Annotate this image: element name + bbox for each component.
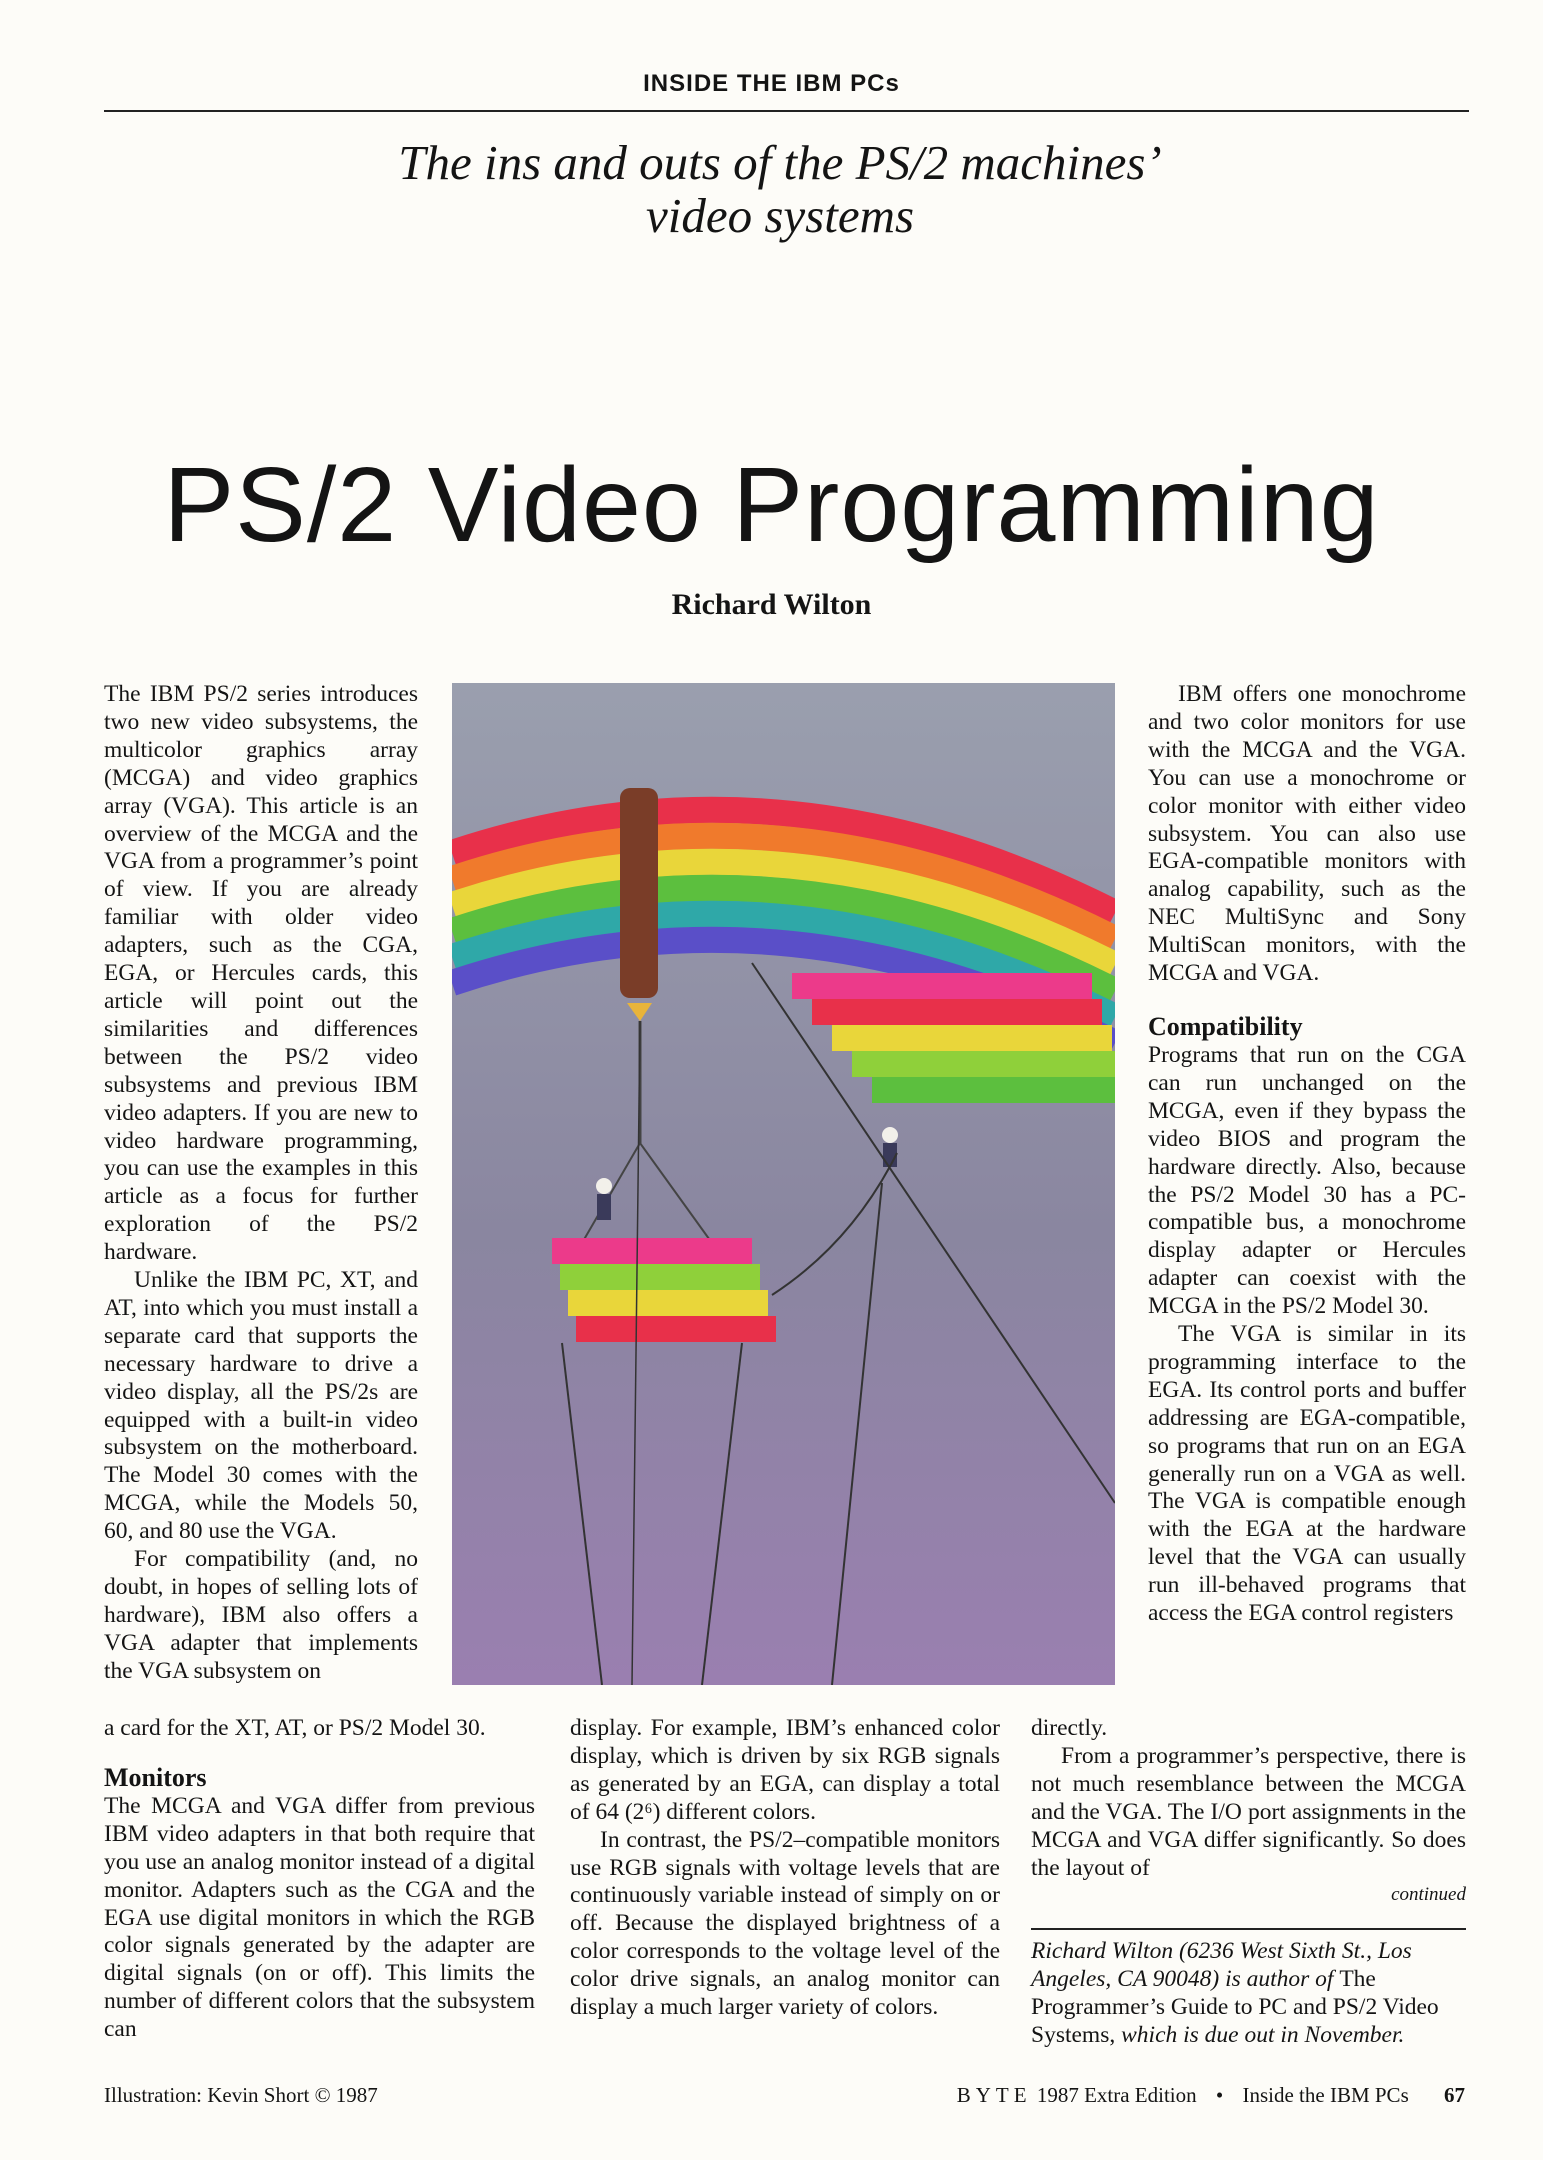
page-footer bbox=[957, 2083, 1465, 2108]
worker-figure bbox=[882, 1127, 898, 1143]
compatibility-heading: Compatibility bbox=[1148, 1011, 1303, 1041]
paragraph-analog-monitors: In contrast, the PS/2–compatible monitors use RGB signals with voltage levels that are continuously variable instead of simply on or off. Because the displayed brightness of a color corresponds to the voltage level of the color drive signals, an analog monitor can display a much larger variety of colors. bbox=[570, 1826, 1000, 2021]
bio-text-2: which is due out in November. bbox=[1115, 2022, 1405, 2048]
paragraph-unlike-ibm-pc: Unlike the IBM PC, XT, and AT, into which you must install a separate card that supports the necessary hardware to drive a video display, all the PS/2s are equipped with a built-in video subsystem on the motherboard. The Model 30 comes with the MCGA, while the Models 50, 60, and 80 use the VGA. bbox=[104, 1267, 418, 1545]
illustration-credit: Illustration: Kevin Short © 1987 bbox=[104, 2083, 378, 2107]
bio-text-1: Richard Wilton (6236 West Sixth St., Los Angeles, CA 90048) is author of bbox=[1031, 1938, 1412, 1992]
subtitle-line-2: video systems bbox=[645, 188, 915, 243]
hanging-block bbox=[552, 1238, 776, 1342]
paragraph-compatibility-offer: For compatibility (and, no doubt, in hopes of selling lots of hardware), IBM also offers a VGA adapter that implements the VGA subsystem on bbox=[104, 1546, 418, 1684]
paragraph-vga-similar-end: directly. bbox=[1031, 1715, 1108, 1741]
author-bio bbox=[1031, 1937, 1466, 2049]
column-3-bottom bbox=[1031, 1715, 1466, 1908]
header-rule bbox=[104, 110, 1469, 112]
column-2 bbox=[570, 1715, 1000, 2022]
article-subtitle bbox=[380, 136, 1180, 242]
section-label: Inside the IBM PCs bbox=[1242, 2083, 1409, 2107]
subtitle-line-1: The ins and outs of the PS/2 machines’ bbox=[398, 135, 1162, 190]
edition-label: 1987 Extra Edition bbox=[1036, 2083, 1197, 2107]
column-1-top bbox=[104, 681, 418, 1686]
page-number: 67 bbox=[1444, 2083, 1465, 2107]
paragraph-vga-similar: The VGA is similar in its programming interface to the EGA. Its control ports and buffer addressing are EGA-compatible, so programs that run on an EGA generally run on a VGA as well. The VGA is compatible enough with the EGA at the hardware level that the VGA can usually run ill-behaved programs that access the EGA control registers bbox=[1148, 1321, 1466, 1627]
monitors-heading: Monitors bbox=[104, 1762, 207, 1792]
bio-rule bbox=[1031, 1928, 1466, 1930]
rainbow-illustration bbox=[452, 683, 1115, 1685]
worker-figure bbox=[596, 1178, 612, 1194]
author-byline: Richard Wilton bbox=[671, 588, 872, 621]
section-kicker: INSIDE THE IBM PCs bbox=[643, 70, 900, 97]
column-1-bottom bbox=[104, 1715, 535, 2044]
intro-paragraph: The IBM PS/2 series introduces two new video subsystems, the multicolor graphics array (MCGA) and video graphics array (VGA). This article is an overview of the MCGA and the VGA from a programmer’s point of view. If you are already familiar with older video adapters, such as the CGA, EGA, or Hercules cards, this article will point out the similarities and differences between the PS/2 video subsystems and previous IBM video adapters. If you are new to video hardware programming, you can use the examples in this article as a focus for further exploration of the PS/2 hardware. bbox=[104, 681, 418, 1266]
paragraph-compatibility-offer-end: a card for the XT, AT, or PS/2 Model 30. bbox=[104, 1715, 486, 1741]
article-title: PS/2 Video Programming bbox=[163, 446, 1380, 564]
monitors-paragraph: The MCGA and VGA differ from previous IBM video adapters in that both require that you use an analog monitor instead of a digital monitor. Adapters such as the CGA and the EGA use digital monitors in which the RGB color signals generated by the adapter are digital signals (on or off). This limits the number of different colors that the subsystem can bbox=[104, 1792, 535, 2043]
paragraph-ibm-monitors: IBM offers one monochrome and two color monitors for use with the MCGA and the VGA. You can use a monochrome or color monitor with either video subsystem. You can also use EGA-compatible monitors with analog capability, such as the NEC MultiSync and Sony MultiScan monitors, with the MCGA and VGA. bbox=[1148, 681, 1466, 987]
paragraph-display-example: display. For example, IBM’s enhanced color display, which is driven by six RGB signals as generated by an EGA, can display a total of 64 (2⁶) different colors. bbox=[570, 1715, 1000, 1825]
compatibility-paragraph: Programs that run on the CGA can run unchanged on the MCGA, even if they bypass the video BIOS and program the hardware directly. Also, because the PS/2 Model 30 has a PC-compatible bus, a monochrome display adapter or Hercules adapter can coexist with the MCGA in the PS/2 Model 30. bbox=[1148, 1041, 1466, 1320]
continued-label: continued bbox=[1391, 1884, 1466, 1906]
footer-bullet: • bbox=[1215, 2083, 1224, 2107]
paragraph-programmer-perspective: From a programmer’s perspective, there is not much resemblance between the MCGA and the VGA. The I/O port assignments in the MCGA and VGA differ significantly. So does the layout of bbox=[1031, 1742, 1466, 1881]
column-3-top bbox=[1148, 681, 1466, 1628]
crane-column bbox=[620, 788, 658, 998]
bio-book-title: The Programmer’s Guide to PC and PS/2 Video Systems, bbox=[1031, 1966, 1439, 2048]
illustration-graphic bbox=[452, 683, 1115, 1685]
magazine-name: BYTE bbox=[956, 2083, 1032, 2107]
